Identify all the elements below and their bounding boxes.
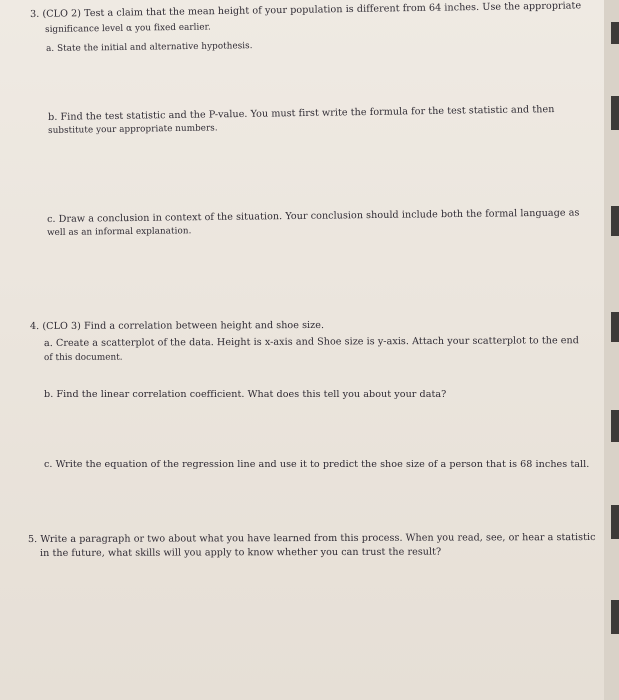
binder-tab [611, 22, 619, 44]
question-5-line-2: in the future, what skills will you apply to know whether you can trust the result? [40, 546, 442, 559]
binder-tab [611, 410, 619, 442]
question-3c-line-2: well as an informal explanation. [47, 226, 192, 238]
binder-tab [611, 206, 619, 236]
question-3a: a. State the initial and alternative hypothesis. [46, 41, 253, 54]
question-4c: c. Write the equation of the regression line and use it to predict the shoe size of a person that is 68 inches tall. [44, 459, 590, 470]
question-4b: b. Find the linear correlation coefficient. What does this tell you about your data? [44, 389, 447, 400]
question-3-heading-line-2: significance level α you fixed earlier. [45, 22, 211, 35]
question-4-heading: 4. (CLO 3) Find a correlation between height and shoe size. [30, 319, 325, 332]
binder-tab [611, 505, 619, 539]
binder-tab [611, 96, 619, 130]
question-3-heading-line-1: 3. (CLO 2) Test a claim that the mean height of your population is different from 64 inches. Use the appropriate [30, 0, 582, 20]
question-3c-line-1: c. Draw a conclusion in context of the situation. Your conclusion should include both the formal language as [47, 207, 580, 225]
binder-tab [611, 600, 619, 634]
question-3b-line-2: substitute your appropriate numbers. [48, 123, 218, 136]
binder-tab [611, 312, 619, 342]
question-3b-line-1: b. Find the test statistic and the P-value. You must first write the formula for the test statistic and then [48, 104, 555, 123]
question-4a-line-2: of this document. [44, 352, 123, 363]
page-edge-strip [604, 0, 619, 700]
question-5-line-1: 5. Write a paragraph or two about what you have learned from this process. When you read, see, or hear a statistic [28, 532, 596, 545]
question-4a-line-1: a. Create a scatterplot of the data. Height is x-axis and Shoe size is y-axis. Attach your scatterplot to the end [44, 335, 579, 349]
